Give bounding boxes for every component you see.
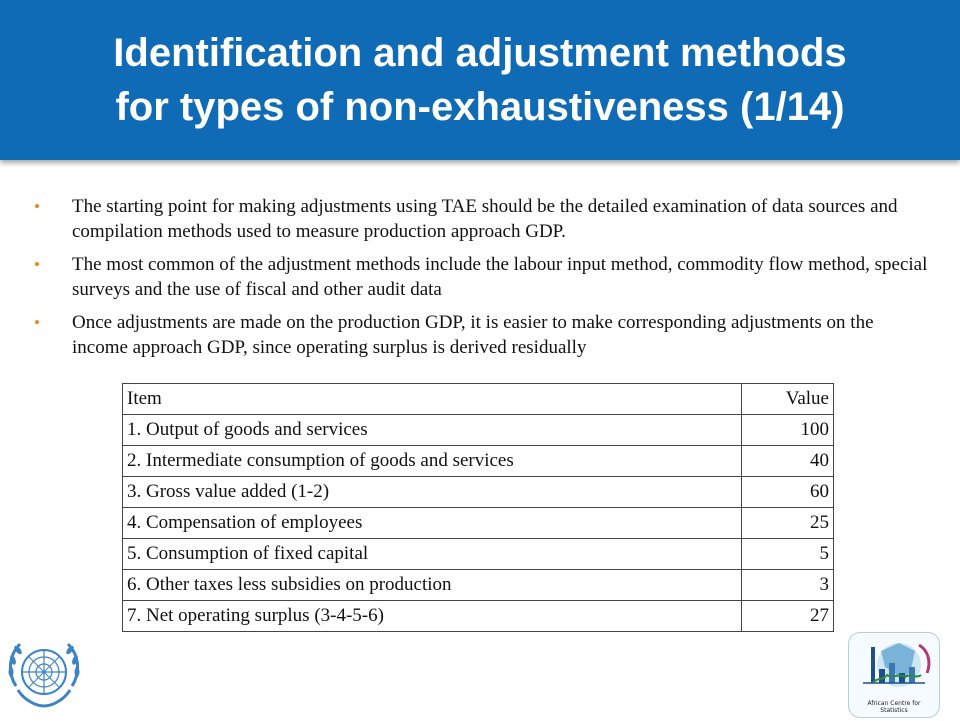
- value-cell: 40: [742, 446, 834, 477]
- value-cell: 25: [742, 508, 834, 539]
- slide-title-line-2: for types of non-exhaustiveness (1/14): [115, 85, 845, 129]
- table-row: [123, 601, 834, 632]
- slide-title-line-1: Identification and adjustment methods: [113, 31, 847, 75]
- column-header-value: Value: [742, 384, 834, 415]
- bullet-dot-icon: •: [34, 197, 40, 216]
- table-row: [123, 415, 834, 446]
- table-row: [123, 539, 834, 570]
- table-row: [123, 446, 834, 477]
- value-cell: 100: [742, 415, 834, 446]
- bullet-item: [34, 252, 934, 302]
- acs-caption-line-2: Statistics: [880, 707, 908, 714]
- value-cell: 60: [742, 477, 834, 508]
- item-cell: 7. Net operating surplus (3-4-5-6): [123, 601, 742, 632]
- value-cell: 27: [742, 601, 834, 632]
- bullet-text: The starting point for making adjustments using TAE should be the detailed examination of data sources and compilation methods used to measure production approach GDP.: [72, 196, 898, 242]
- acs-logo-icon: [848, 632, 940, 718]
- item-cell: 6. Other taxes less subsidies on production: [123, 570, 742, 601]
- gdp-table: [122, 383, 834, 632]
- acs-caption-line-1: African Centre for: [867, 700, 921, 707]
- item-cell: 2. Intermediate consumption of goods and services: [123, 446, 742, 477]
- value-cell: 3: [742, 570, 834, 601]
- title-bar: [0, 0, 960, 160]
- bullet-text: The most common of the adjustment methods include the labour input method, commodity flow method, special surveys and the use of fiscal and other audit data: [72, 254, 928, 300]
- un-emblem-icon: [2, 632, 86, 716]
- bullet-text: Once adjustments are made on the production GDP, it is easier to make corresponding adjustments on the income approach GDP, since operating surplus is derived residually: [72, 312, 874, 358]
- item-cell: 5. Consumption of fixed capital: [123, 539, 742, 570]
- item-cell: 4. Compensation of employees: [123, 508, 742, 539]
- column-header-item: Item: [123, 384, 742, 415]
- table-row: [123, 570, 834, 601]
- item-cell: 1. Output of goods and services: [123, 415, 742, 446]
- table-row: [123, 477, 834, 508]
- table-header-row: [123, 384, 834, 415]
- bullet-item: [34, 310, 934, 360]
- item-cell: 3. Gross value added (1-2): [123, 477, 742, 508]
- slide-title: [113, 26, 846, 134]
- acs-logo-caption: [849, 700, 939, 714]
- bullet-list: [34, 194, 934, 368]
- table-row: [123, 508, 834, 539]
- bullet-dot-icon: •: [34, 313, 40, 332]
- bullet-dot-icon: •: [34, 255, 40, 274]
- value-cell: 5: [742, 539, 834, 570]
- bullet-item: [34, 194, 934, 244]
